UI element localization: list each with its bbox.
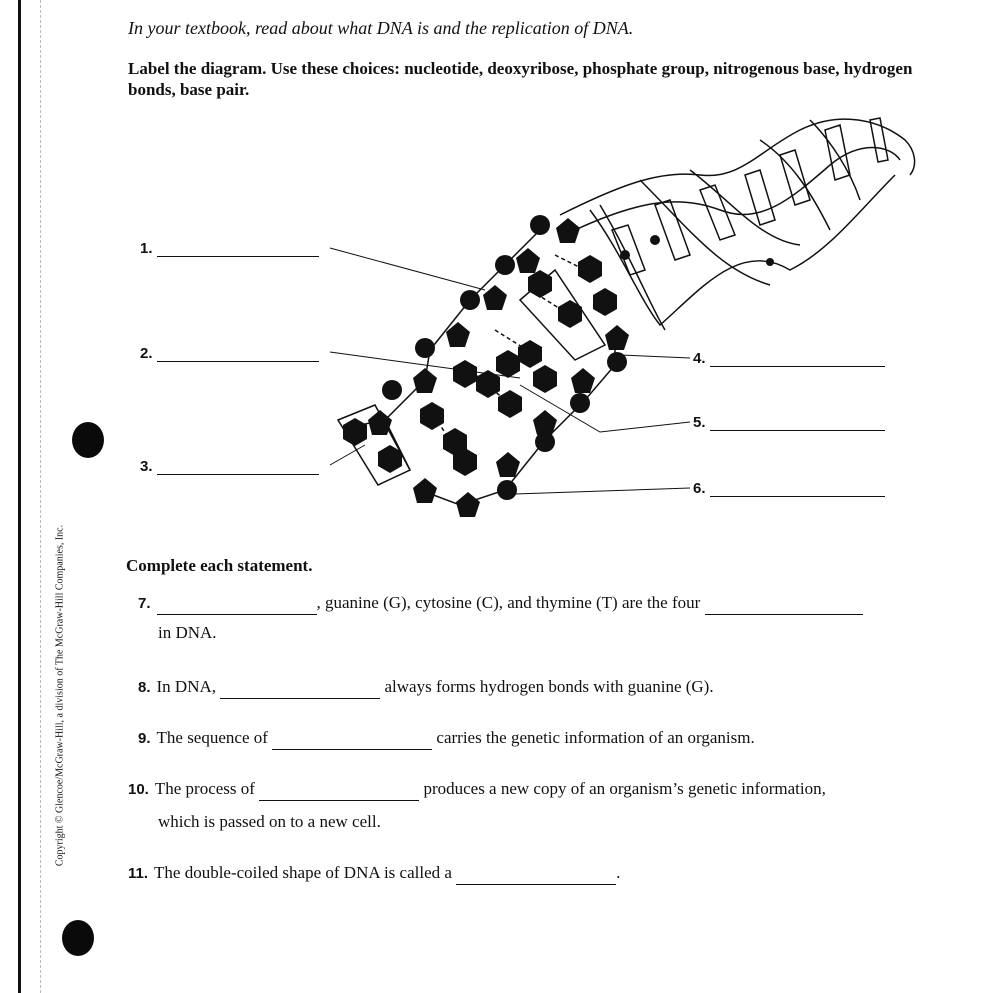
label-2-blank[interactable]	[157, 361, 319, 362]
base-hexagon	[343, 418, 367, 446]
helix-strand-h	[810, 120, 860, 200]
base-hexagon	[533, 365, 557, 393]
base-hexagon	[518, 340, 542, 368]
statement-10-continuation: which is passed on to a new cell.	[158, 812, 381, 831]
sugar-pentagon	[496, 452, 520, 477]
base-hexagon	[453, 360, 477, 388]
statement-7-blank-1[interactable]	[157, 614, 317, 615]
helix-rung	[745, 170, 775, 225]
base-hexagon	[578, 255, 602, 283]
statement-text: always forms hydrogen bonds with guanine (G).	[384, 677, 714, 696]
helix-base	[620, 250, 630, 260]
statement-7-continuation: in DNA.	[158, 623, 217, 642]
statement-text: produces a new copy of an organism’s genetic information,	[423, 779, 826, 798]
base-hexagon	[420, 402, 444, 430]
label-6	[693, 480, 885, 497]
sugar-pentagon	[571, 368, 595, 393]
label-number: 4.	[693, 350, 706, 367]
sugar-pentagon	[516, 248, 540, 273]
statement-8-blank[interactable]	[220, 698, 380, 699]
statement-11-blank[interactable]	[456, 884, 616, 885]
intro-text: In your textbook, read about what DNA is and the replication of DNA.	[128, 18, 634, 38]
sugar-pentagon	[413, 368, 437, 393]
statement-text: In DNA,	[156, 677, 217, 696]
statement-text: , guanine (G), cytosine (C), and thymine (T) are the four	[316, 593, 701, 612]
helix-strand-g	[760, 140, 830, 230]
label-1	[140, 240, 319, 257]
statement-10	[128, 778, 826, 801]
phosphate-circle	[382, 380, 402, 400]
label-number: 1.	[140, 240, 153, 257]
label-3-blank[interactable]	[157, 474, 319, 475]
statement-text: The double-coiled shape of DNA is called a	[154, 863, 452, 882]
statement-7-blank-2[interactable]	[705, 614, 863, 615]
statement-text: The process of	[154, 779, 255, 798]
label-number: 2.	[140, 345, 153, 362]
helix-rung	[655, 200, 690, 260]
statement-9-blank[interactable]	[272, 749, 432, 750]
helix-rung	[825, 125, 850, 180]
helix-rung	[612, 225, 645, 275]
statement-number: 8.	[138, 679, 151, 696]
statement-8	[138, 676, 714, 699]
helix-strand-b	[575, 148, 900, 231]
base-hexagon	[476, 370, 500, 398]
phosphate-circle	[497, 480, 517, 500]
statement-7	[138, 592, 863, 615]
label-number: 5.	[693, 414, 706, 431]
statement-number: 10.	[128, 781, 149, 798]
copyright-notice: Copyright © Glencoe/McGraw-Hill, a division of The McGraw-Hill Companies, Inc.	[54, 524, 66, 867]
sugar-pentagon	[456, 492, 480, 517]
label-3	[140, 458, 319, 475]
phosphate-circle	[495, 255, 515, 275]
statement-9	[138, 727, 755, 750]
instructions-text: Label the diagram. Use these choices: nucleotide, deoxyribose, phosphate group, nitrogenous base, hydrogen bonds, base pair.	[128, 59, 913, 99]
helix-base	[650, 235, 660, 245]
leader-line-1	[330, 248, 485, 290]
label-4-blank[interactable]	[710, 366, 885, 367]
label-number: 3.	[140, 458, 153, 475]
sugar-pentagon	[483, 285, 507, 310]
statement-10-blank[interactable]	[259, 800, 419, 801]
statement-11	[128, 862, 620, 885]
helix-base	[766, 258, 774, 266]
helix-strand-c	[590, 175, 895, 325]
phosphate-circle	[415, 338, 435, 358]
helix-rung	[780, 150, 810, 205]
helix-strand-a	[560, 119, 915, 215]
label-1-blank[interactable]	[157, 256, 319, 257]
label-5	[693, 414, 885, 431]
statement-text: .	[616, 863, 621, 882]
label-2	[140, 345, 319, 362]
statement-number: 7.	[138, 595, 151, 612]
statement-number: 9.	[138, 730, 151, 747]
statement-text: carries the genetic information of an organism.	[436, 728, 755, 747]
statement-text: The sequence of	[156, 728, 268, 747]
section-title: Complete each statement.	[126, 556, 313, 575]
statement-number: 11.	[128, 865, 149, 882]
phosphate-circle	[530, 215, 550, 235]
base-hexagon	[528, 270, 552, 298]
phosphate-circle	[570, 393, 590, 413]
base-hexagon	[593, 288, 617, 316]
leader-line-6	[515, 488, 690, 494]
base-hexagon	[496, 350, 520, 378]
sugar-pentagon	[413, 478, 437, 503]
label-6-blank[interactable]	[710, 496, 885, 497]
leader-line-4	[620, 355, 690, 358]
sugar-pentagon	[605, 325, 629, 350]
phosphate-circle	[460, 290, 480, 310]
base-hexagon	[498, 390, 522, 418]
sugar-pentagon	[556, 218, 580, 243]
label-number: 6.	[693, 480, 706, 497]
label-5-blank[interactable]	[710, 430, 885, 431]
label-4	[693, 350, 885, 367]
